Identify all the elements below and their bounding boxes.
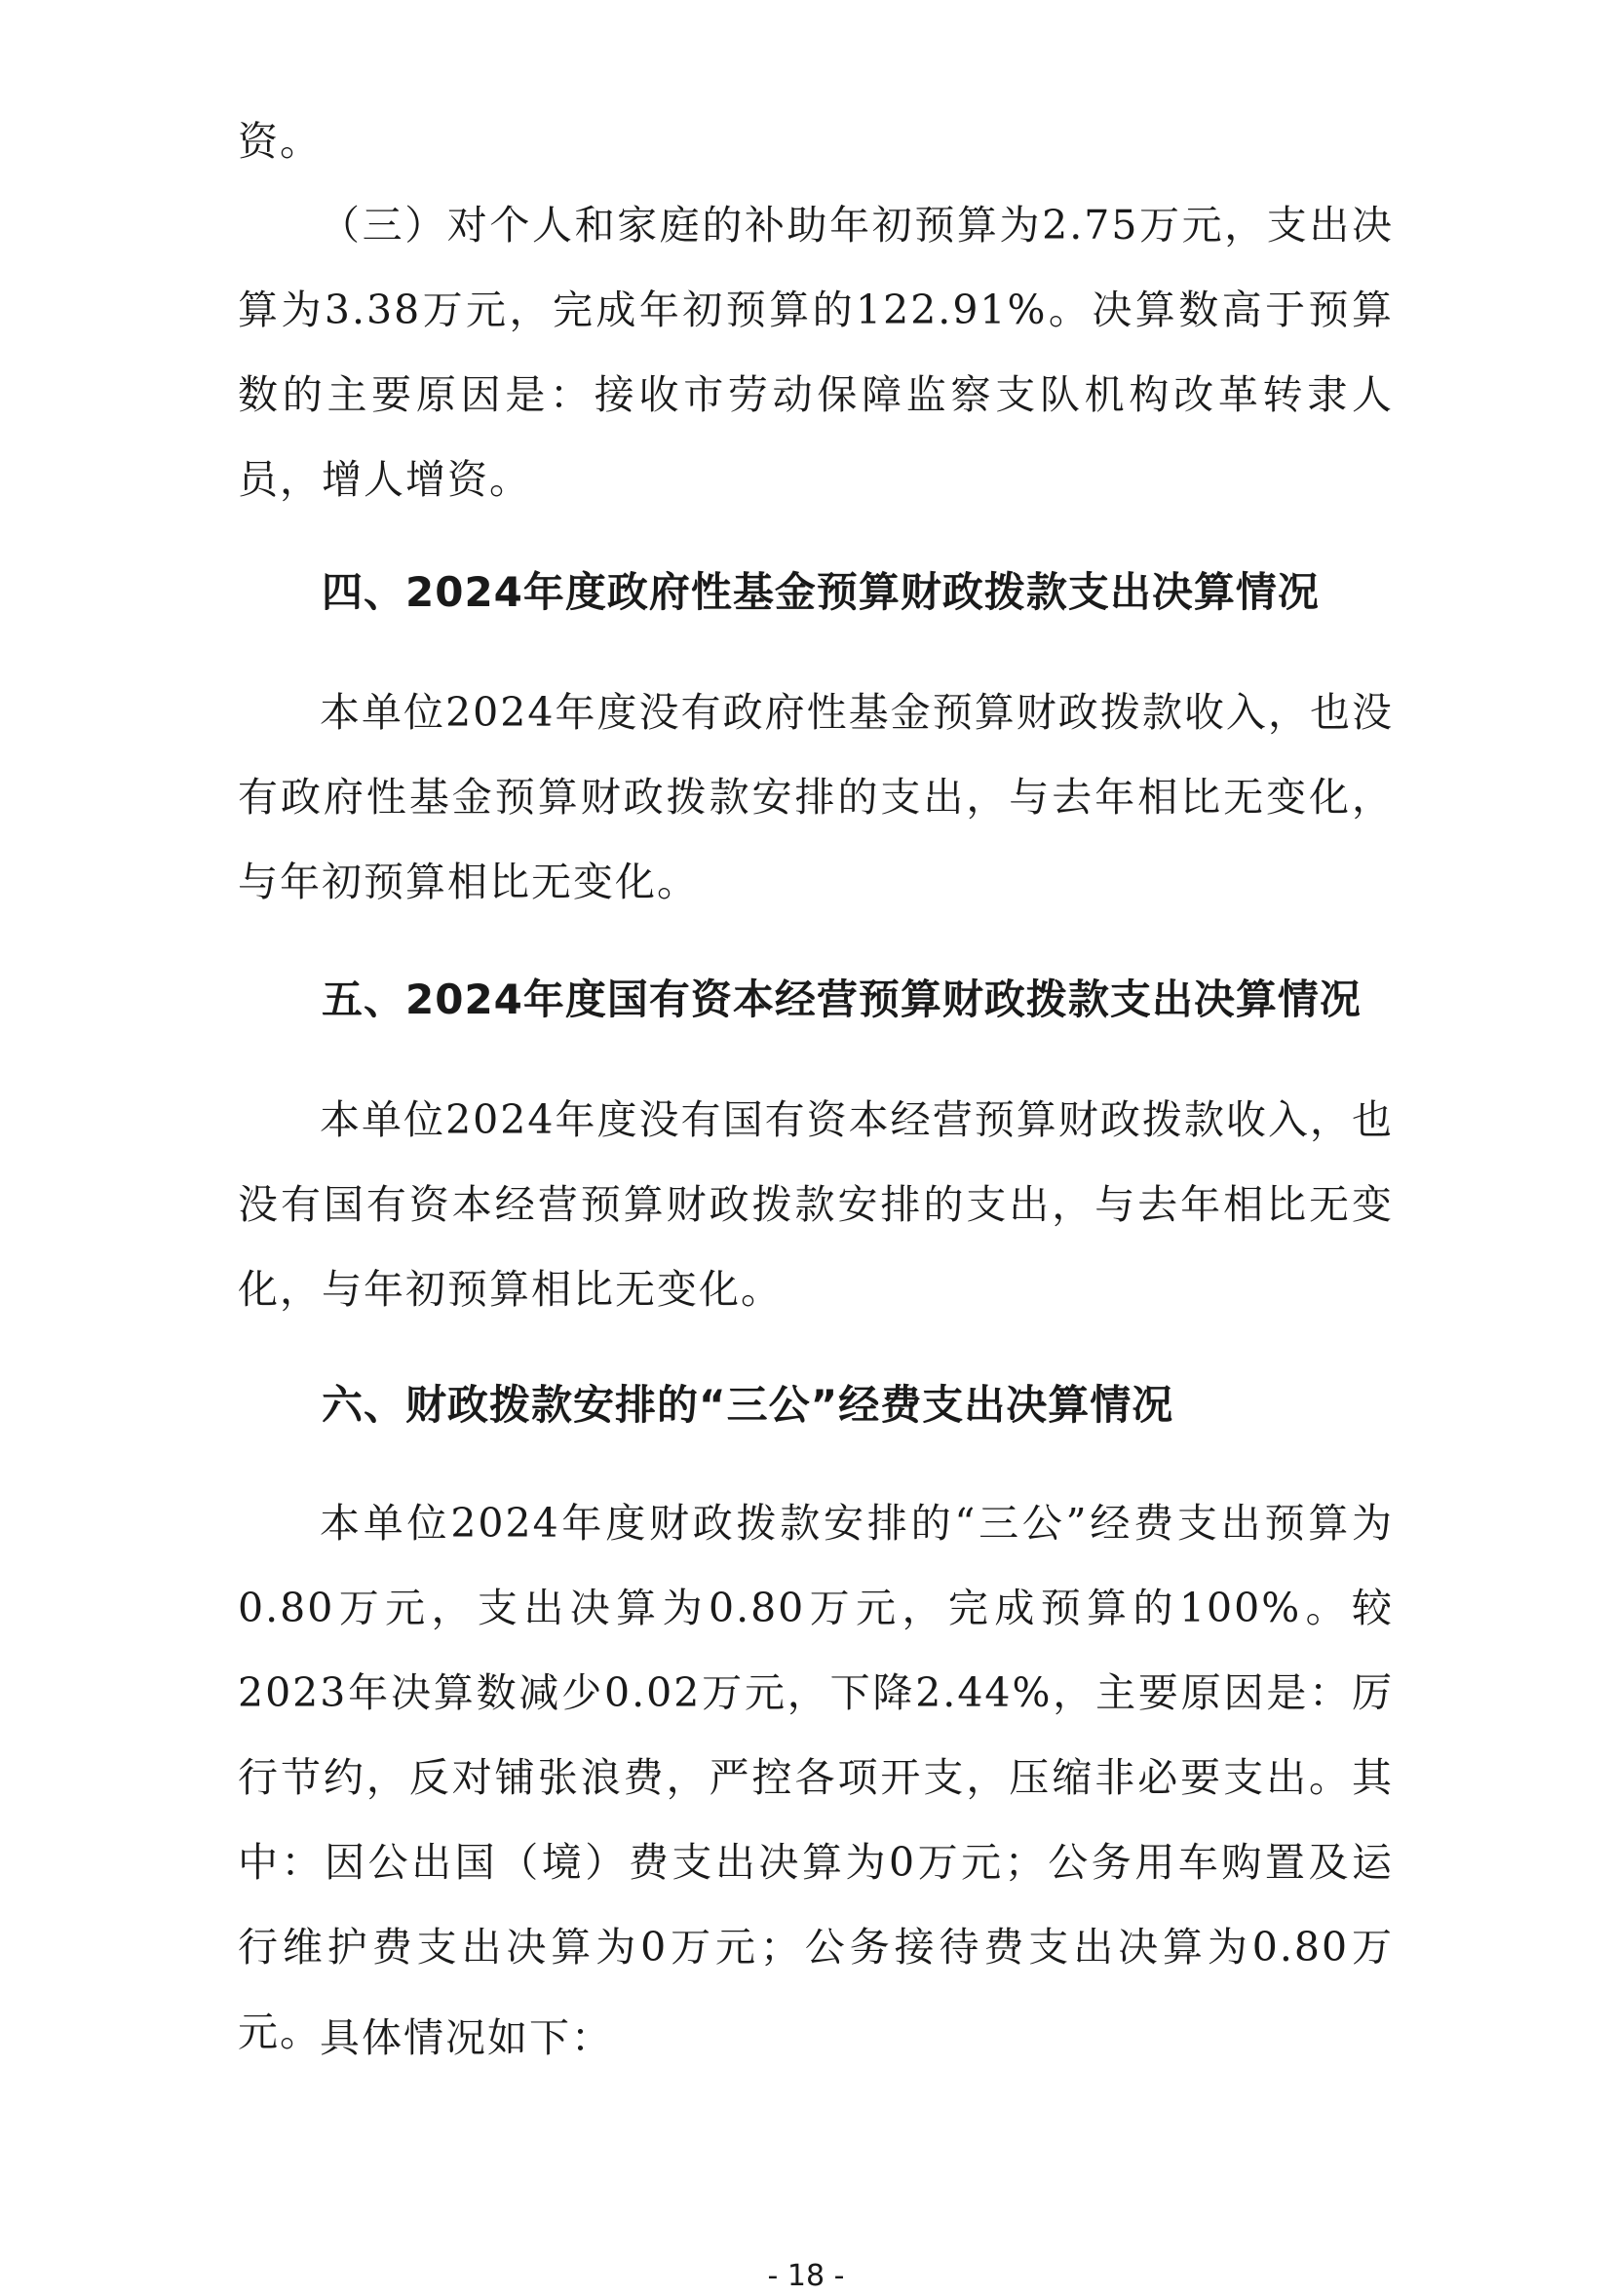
paragraph-government-fund: 本单位2024年度没有政府性基金预算财政拨款收入，也没有政府性基金预算财政拨款安排的支出，与去年相比无变化，与年初预算相比无变化。 (238, 689, 1394, 905)
paragraph-continuation: 资。 (238, 118, 322, 165)
section-heading-three-public-expenses: 六、财政拨款安排的“三公”经费支出决算情况 (322, 1381, 1174, 1429)
section-heading-government-fund: 四、2024年度政府性基金预算财政拨款支出决算情况 (322, 568, 1320, 616)
paragraph-individual-family-subsidy: （三）对个人和家庭的补助年初预算为2.75万元，支出决算为3.38万元，完成年初预算的122.91%。决算数高于预算数的主要原因是：接收市劳动保障监察支队机构改革转隶人员，增人增资。 (238, 202, 1394, 503)
paragraph-details-intro: 具体情况如下： (320, 2014, 613, 2061)
paragraph-three-public-expenses: 本单位2024年度财政拨款安排的“三公”经费支出预算为0.80万元，支出决算为0.80万元，完成预算的100%。较2023年决算数减少0.02万元，下降2.44%，主要原因是：厉行节约，反对铺张浪费，严控各项开支，压缩非必要支出。其中：因公出国（境）费支出决算为0万元；公务用车购置及运行维护费支出决算为0万元；公务接待费支出决算为0.80万元。 (238, 1500, 1394, 2055)
section-heading-state-capital: 五、2024年度国有资本经营预算财政拨款支出决算情况 (322, 976, 1362, 1023)
page-number: - 18 - (767, 2259, 845, 2293)
paragraph-state-capital: 本单位2024年度没有国有资本经营预算财政拨款收入，也没有国有资本经营预算财政拨款安排的支出，与去年相比无变化，与年初预算相比无变化。 (238, 1096, 1394, 1313)
